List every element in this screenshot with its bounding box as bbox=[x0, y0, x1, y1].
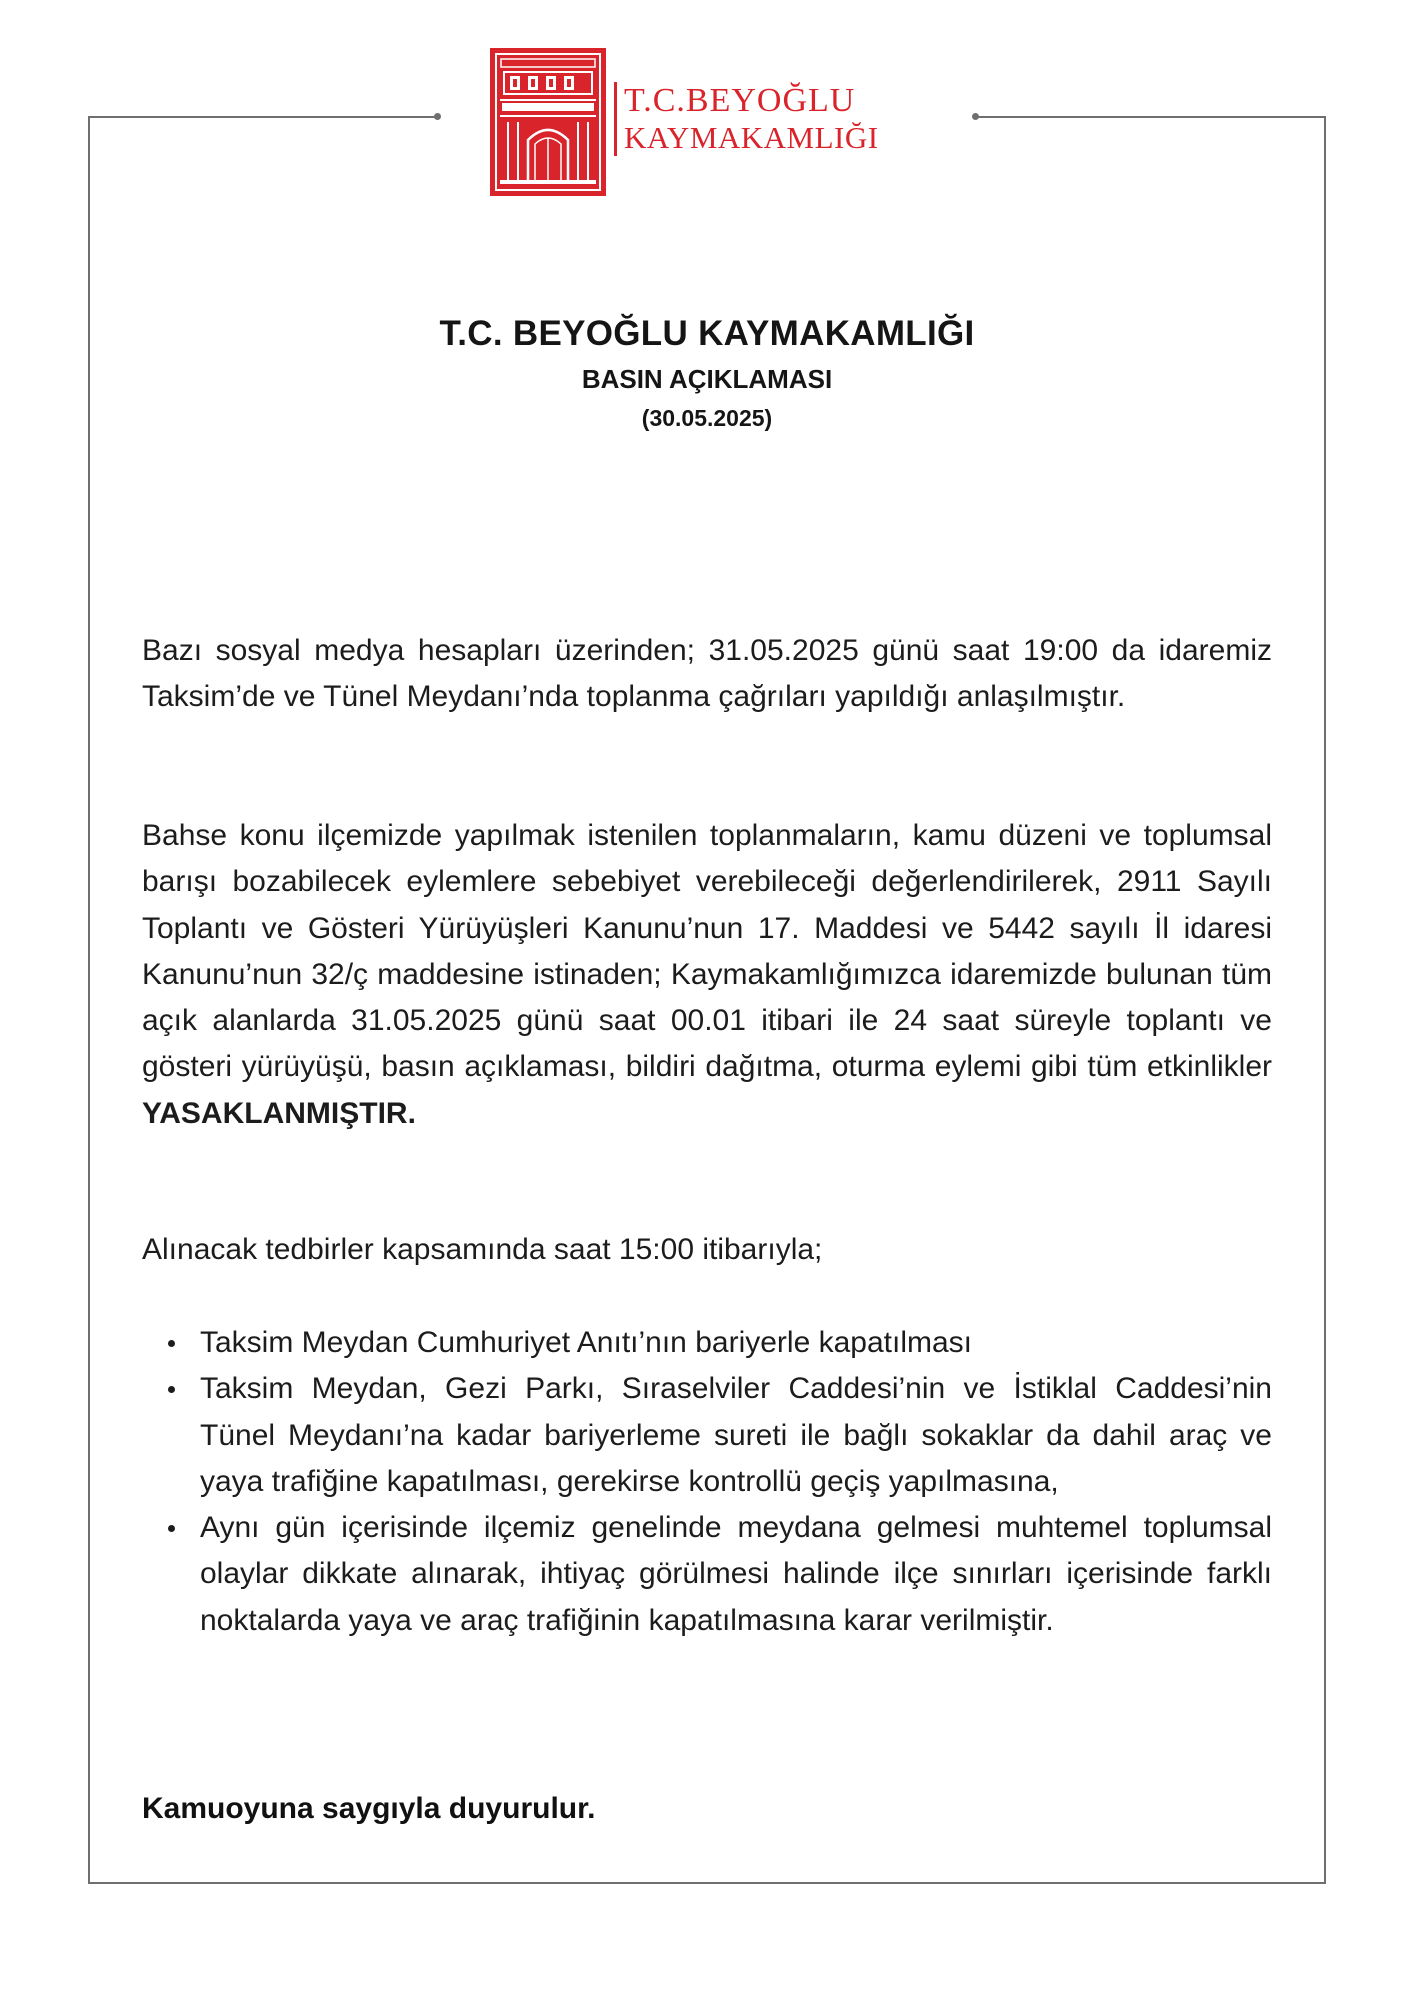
measure-item-district-closure bbox=[142, 1505, 1272, 1644]
measure-text: Taksim Meydan, Gezi Parkı, Sıraselviler Caddesi’nin ve İstiklal Caddesi’nin Tünel Meydanı’na kadar bariyerleme sureti ile bağlı sokaklar da dahil araç ve yaya trafiğine kapatılması, gerekirse kontrollü geçiş yapılmasına, bbox=[200, 1372, 1272, 1498]
frame-top-left-border bbox=[88, 116, 436, 118]
frame-bottom-border bbox=[88, 1882, 1326, 1884]
bullet-icon bbox=[168, 1386, 175, 1393]
measure-item-traffic-closure bbox=[142, 1366, 1272, 1505]
ban-paragraph-text: Bahse konu ilçemizde yapılmak istenilen toplanmaların, kamu düzeni ve toplumsal barışı bozabilecek eylemlere sebebiyet verebileceği değerlendirilerek, 2911 Sayılı Toplantı ve Gösteri Yürüyüşleri Kanunu’nun 17. Maddesi ve 5442 sayılı İl idaresi Kanunu’nun 32/ç maddesine istinaden; Kaymakamlığımızca idaremizde bulunan tüm açık alanlarda 31.05.2025 günü saat 00.01 itibari ile 24 saat süreyle toplantı ve gösteri yürüyüşü, basın açıklaması, bildiri dağıtma, oturma eylemi gibi tüm etkinlikler bbox=[142, 819, 1272, 1084]
bullet-icon bbox=[168, 1340, 175, 1347]
ban-paragraph bbox=[142, 813, 1272, 1137]
measures-intro: Alınacak tedbirler kapsamında saat 15:00 itibarıyla; bbox=[142, 1233, 823, 1266]
logo-line-1: T.C.BEYOĞLU bbox=[624, 82, 856, 119]
logo-wordmark bbox=[614, 82, 954, 158]
measures-list bbox=[142, 1320, 1272, 1644]
closing-statement: Kamuoyuna saygıyla duyurulur. bbox=[142, 1792, 596, 1825]
page-subtitle: BASIN AÇIKLAMASI bbox=[581, 364, 833, 394]
measure-text: Aynı gün içerisinde ilçemiz genelinde meydana gelmesi muhtemel toplumsal olaylar dikkate alınarak, ihtiyaç görülmesi halinde ilçe sınırları içerisinde farklı noktalarda yaya ve araç trafiğinin kapatılmasına karar verilmiştir. bbox=[200, 1511, 1272, 1637]
frame-dot-right bbox=[972, 113, 979, 120]
announcement-date: (30.05.2025) bbox=[641, 405, 773, 431]
bullet-icon bbox=[168, 1525, 175, 1532]
page-title: T.C. BEYOĞLU KAYMAKAMLIĞI bbox=[439, 314, 975, 353]
intro-paragraph: Bazı sosyal medya hesapları üzerinden; 31.05.2025 günü saat 19:00 da idaremiz Taksim’de ve Tünel Meydanı’nda toplanma çağrıları yapıldığı anlaşılmıştır. bbox=[142, 634, 1272, 714]
frame-dot-left bbox=[434, 113, 441, 120]
logo-line-2: KAYMAKAMLIĞI bbox=[624, 120, 879, 155]
ban-emphasis: YASAKLANMIŞTIR. bbox=[142, 1096, 416, 1130]
frame-top-right-border bbox=[976, 116, 1326, 118]
government-building-logo-icon bbox=[490, 48, 606, 196]
measure-item-barrier bbox=[142, 1320, 1272, 1366]
measure-text: Taksim Meydan Cumhuriyet Anıtı’nın bariyerle kapatılması bbox=[200, 1326, 972, 1359]
